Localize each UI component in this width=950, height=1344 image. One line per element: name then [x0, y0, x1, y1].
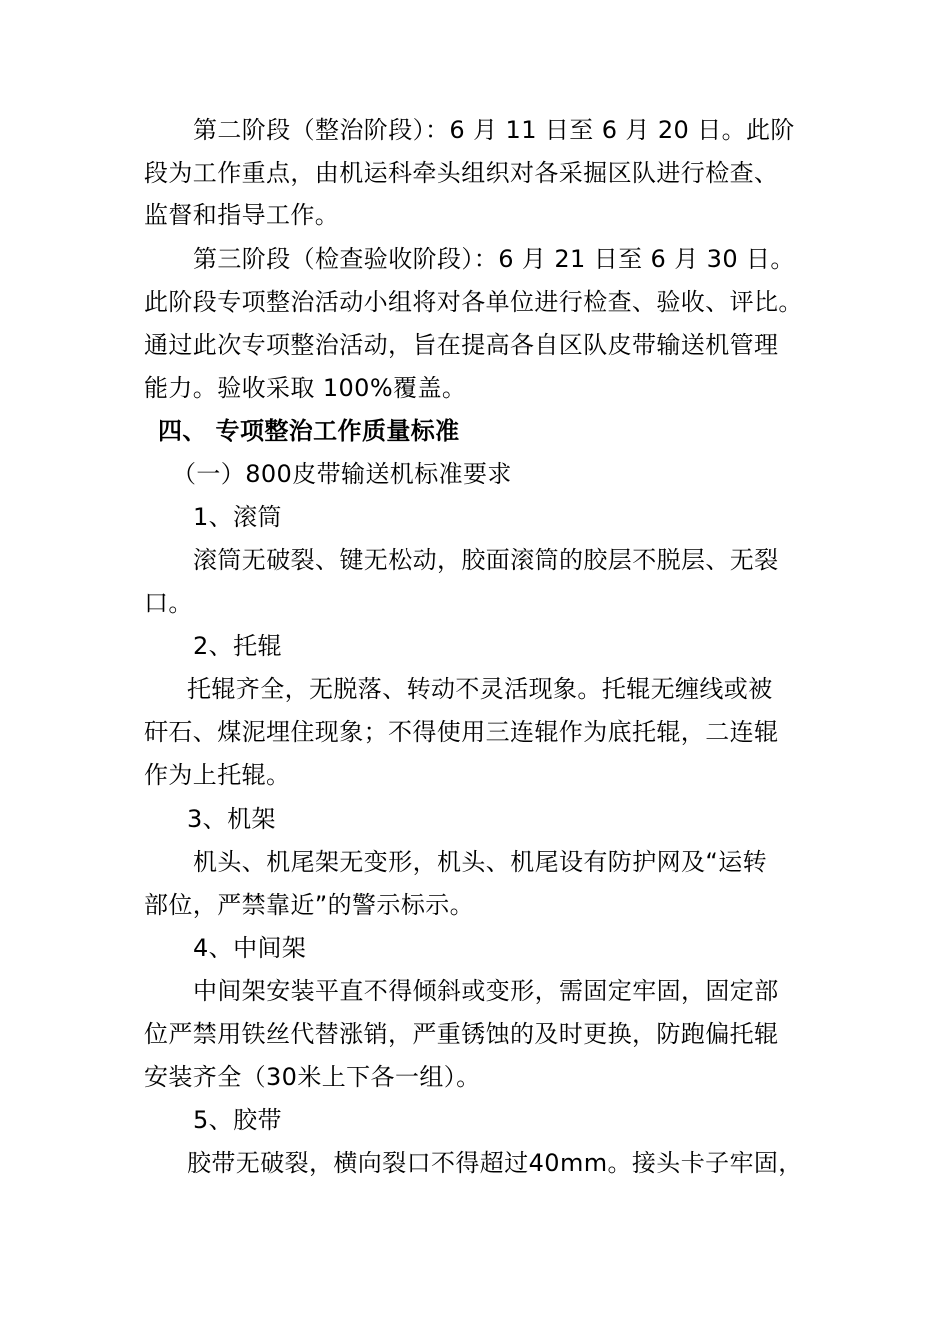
section-heading-quality-standard: 四、 专项整治工作质量标准: [158, 417, 460, 445]
item-drum-text-line-1: 滚筒无破裂、键无松动，胶面滚筒的胶层不脱层、无裂: [193, 546, 779, 574]
paragraph-stage-two-line-3: 监督和指导工作。: [144, 201, 340, 229]
item-idler-text-line-3: 作为上托辊。: [144, 761, 291, 789]
item-heading-drum: 1、滚筒: [193, 503, 282, 531]
item-frame-text-line-2: 部位，严禁靠近”的警示标示。: [144, 891, 475, 919]
item-belt-text-line-1: 胶带无破裂，横向裂口不得超过40mm。接头卡子牢固，: [187, 1149, 803, 1177]
paragraph-stage-three-line-2: 此阶段专项整治活动小组将对各单位进行检查、验收、评比。: [144, 288, 803, 316]
item-heading-idler: 2、托辊: [193, 632, 282, 660]
subsection-heading-conveyor-standard: （一）800皮带输送机标准要求: [172, 460, 512, 488]
paragraph-stage-three-line-3: 通过此次专项整治活动，旨在提高各自区队皮带输送机管理: [144, 331, 779, 359]
paragraph-stage-two-line-2: 段为工作重点，由机运科牵头组织对各采掘区队进行检查、: [144, 159, 779, 187]
item-heading-belt: 5、胶带: [193, 1106, 282, 1134]
paragraph-stage-three-line-4: 能力。验收采取 100%覆盖。: [144, 374, 467, 402]
item-idler-text-line-2: 矸石、煤泥埋住现象；不得使用三连辊作为底托辊，二连辊: [144, 718, 779, 746]
item-middle-frame-text-line-3: 安装齐全（30米上下各一组）。: [144, 1063, 481, 1091]
paragraph-stage-three-line-1: 第三阶段（检查验收阶段）：6 月 21 日至 6 月 30 日。: [193, 245, 795, 273]
item-middle-frame-text-line-2: 位严禁用铁丝代替涨销，严重锈蚀的及时更换，防跑偏托辊: [144, 1020, 779, 1048]
paragraph-stage-two-line-1: 第二阶段（整治阶段）：6 月 11 日至 6 月 20 日。此阶: [193, 116, 795, 144]
item-frame-text-line-1: 机头、机尾架无变形，机头、机尾设有防护网及“运转: [193, 848, 768, 876]
item-heading-middle-frame: 4、中间架: [193, 934, 307, 962]
item-drum-text-line-2: 口。: [144, 589, 193, 617]
item-middle-frame-text-line-1: 中间架安装平直不得倾斜或变形，需固定牢固，固定部: [193, 977, 779, 1005]
item-heading-frame: 3、机架: [187, 805, 276, 833]
item-idler-text-line-1: 托辊齐全，无脱落、转动不灵活现象。托辊无缠线或被: [187, 675, 773, 703]
